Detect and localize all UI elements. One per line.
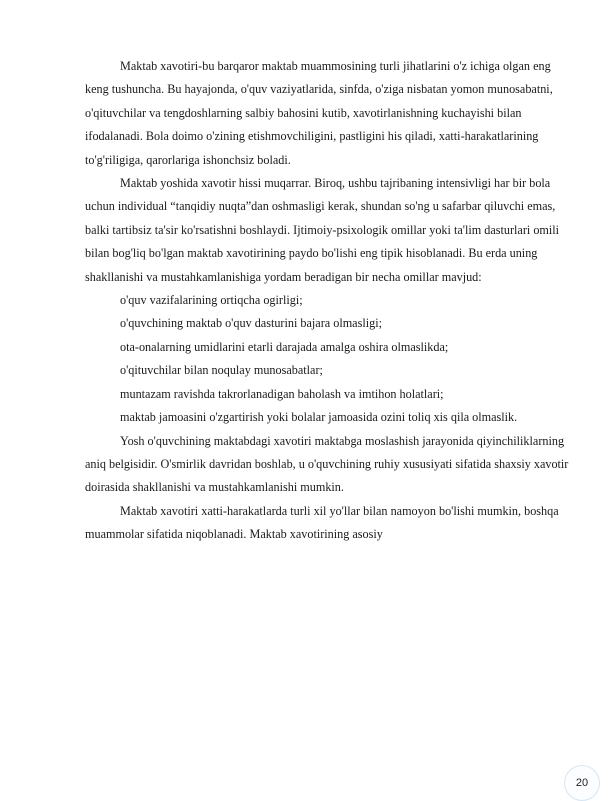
list-item: o'quv vazifalarining ortiqcha ogirligi; xyxy=(120,293,303,308)
list-item: o'qituvchilar bilan noqulay munosabatlar; xyxy=(120,363,323,378)
list-item: o'quvchining maktab o'quv dasturini bajara olmasligi; xyxy=(120,316,382,331)
page-number-badge xyxy=(564,765,600,801)
paragraph: Maktab xavotiri xatti-harakatlarda turli xil yo'llar bilan namoyon bo'lishi mumkin, boshqa muammolar sifatida niqoblanadi. Maktab xavotirining asosiy xyxy=(85,503,559,542)
paragraph: Yosh o'quvchining maktabdagi xavotiri maktabga moslashish jarayonida qiyinchiliklarning aniq belgisidir. O'smirlik davridan boshlab, u o'quvchining ruhiy xususiyati sifatida shaxsiy xavotir doirasida shakllanishi va mustahkamlanishi mumkin. xyxy=(85,433,569,495)
page-number: 20 xyxy=(575,777,589,789)
list-item: ota-onalarning umidlarini etarli darajada amalga oshira olmaslikda; xyxy=(120,339,449,354)
list-item: maktab jamoasini o'zgartirish yoki bolalar jamoasida ozini toliq xis qila olmaslik. xyxy=(120,410,518,425)
paragraph: Maktab yoshida xavotir hissi muqarrar. Biroq, ushbu tajribaning intensivligi har bir bola uchun individual “tanqidiy nuqta”dan oshmasligi kerak, shundan so'ng u safarbar qiluvchi emas, balki tartibsiz ta'sir ko'rsatishni boshlaydi. Ijtimoiy-psixologik omillar yoki ta'lim dasturlari omili bilan bog'liq bo'lgan maktab xavotirining paydo bo'lishi eng tipik hisoblanadi. Bu erda uning shakllanishi va mustahkamlanishiga yordam beradigan bir necha omillar mavjud: xyxy=(85,176,560,284)
body-text xyxy=(85,55,572,547)
list-item: muntazam ravishda takrorlanadigan baholash va imtihon holatlari; xyxy=(120,386,444,401)
paragraph: Maktab xavotiri-bu barqaror maktab muammosining turli jihatlarini o'z ichiga olgan eng keng tushuncha. Bu hayajonda, o'quv vaziyatlarida, sinfda, o'ziga nisbatan yomon munosabatni, o'qituvchilar va tengdoshlarning salbiy bahosini kutib, xavotirlanishning kuchayishi bilan ifodalanadi. Bola doimo o'zining etishmovchiligini, pastligini his qiladi, xatti-harakatlarining to'g'riligiga, qarorlariga ishonchsiz boladi. xyxy=(85,59,553,167)
